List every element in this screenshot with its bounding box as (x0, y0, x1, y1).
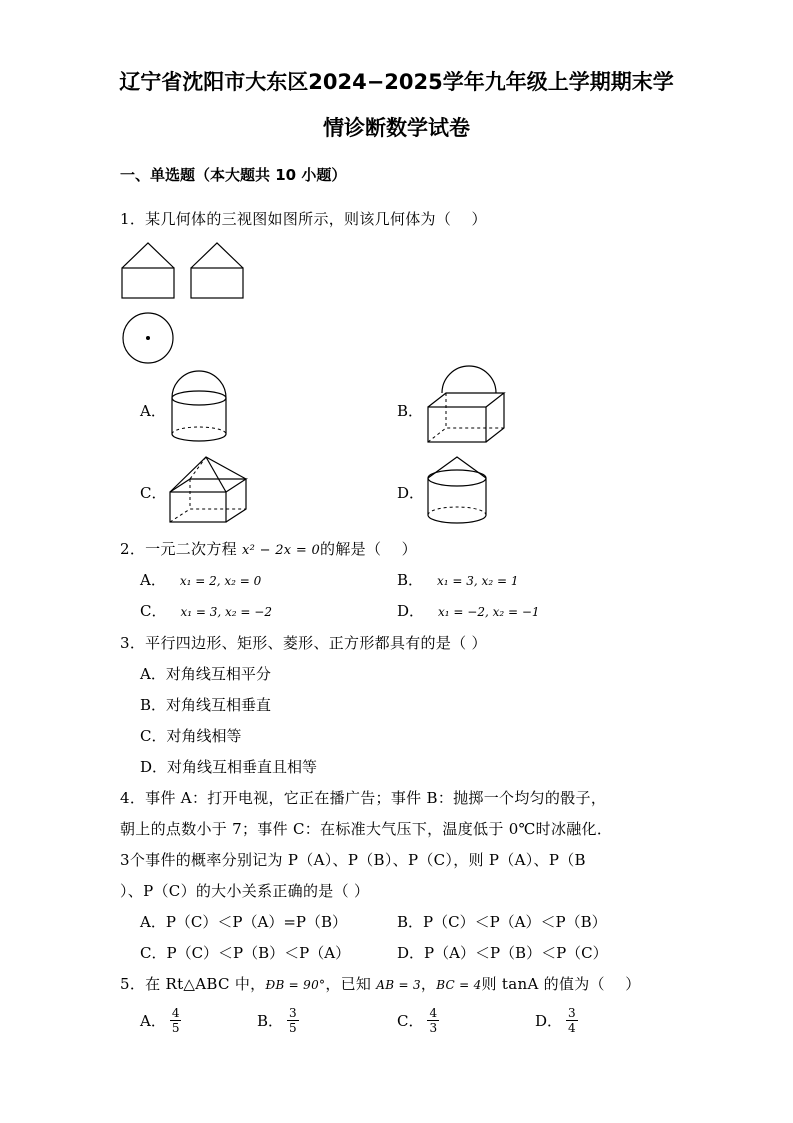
question-2-stem (120, 538, 417, 559)
question-5-stem: 5．在 Rt△ABC 中，ÐB = 90°，已知 AB = 3，BC = 4则 tanA 的值为（ ） (120, 975, 641, 993)
question-1-stem: 1．某几何体的三视图如图所示，则该几何体为（ ） (120, 210, 487, 228)
q4-option-c: C．P（C）＜P（B）＜P（A） (140, 944, 351, 962)
q4-option-d: D．P（A）＜P（B）＜P（C） (397, 944, 608, 962)
option-b-solid (428, 366, 504, 442)
question-4-line-2: 朝上的点数小于 7；事件 C：在标准大气压下，温度低于 0℃时冰融化． (120, 820, 613, 838)
q3-option-c: C．对角线相等 (140, 727, 242, 745)
q5-ab: AB = 3 (376, 978, 421, 992)
q5-option-c: C． $\frac{4}{3}$ (397, 1006, 438, 1035)
q4-option-b: B．P（C）＜P（A）＜P（B） (397, 913, 607, 931)
q2-option-d: D． x₁ = −2, x₂ = −1 (397, 602, 540, 620)
section-header: 一、单选题（本大题共 10 小题） (120, 166, 347, 184)
option-c-solid (170, 457, 246, 522)
question-4-line-4: ）、P（C）的大小关系正确的是（ ） (120, 882, 370, 900)
q1-option-a-label: A． (140, 402, 166, 420)
option-d-solid (428, 457, 486, 523)
q4-option-a: A．P（C）＜P（A）=P（B） (140, 913, 348, 931)
q3-option-d: D．对角线互相垂直且相等 (140, 758, 318, 776)
q2-stem-post: 的解是（ ） (320, 540, 417, 558)
q1-option-b-label: B． (397, 402, 424, 420)
q2-equation: x² − 2x = 0 (242, 543, 321, 558)
q2-stem-pre: 2．一元二次方程 (120, 540, 243, 558)
q5-option-a: A． $\frac{4}{5}$ (140, 1006, 180, 1035)
q1-option-d-label: D． (397, 484, 425, 502)
q5-bc: BC = 4 (436, 978, 482, 992)
question-4-line-3: 3个事件的概率分别记为 P（A）、P（B）、P（C），则 P（A）、P（B (120, 851, 586, 869)
q2-option-c: C． x₁ = 3, x₂ = −2 (140, 602, 272, 620)
title-line-2: 情诊断数学试卷 (323, 116, 470, 140)
q3-option-a: A．对角线互相平分 (140, 665, 271, 683)
top-view (123, 313, 173, 363)
title-line-1: 辽宁省沈阳市大东区2024−2025学年九年级上学期期末学 (119, 70, 674, 94)
q2-option-a: A． x₁ = 2, x₂ = 0 (140, 571, 262, 589)
option-a-solid (172, 371, 226, 441)
q2-option-b: B． x₁ = 3, x₂ = 1 (397, 571, 519, 589)
q3-option-b: B．对角线互相垂直 (140, 696, 272, 714)
side-view (191, 243, 243, 298)
q5-option-d: D． $\frac{3}{4}$ (535, 1006, 576, 1035)
question-3-stem: 3．平行四边形、矩形、菱形、正方形都具有的是（ ） (120, 634, 487, 652)
q5-angle: ÐB = 90° (265, 978, 326, 992)
question-4-line-1: 4．事件 A：打开电视，它正在播广告；事件 B：抛掷一个均匀的骰子， (120, 789, 607, 807)
q1-option-c-label: C． (140, 484, 167, 502)
q5-option-b: B． $\frac{3}{5}$ (257, 1006, 297, 1035)
front-view (122, 243, 174, 298)
